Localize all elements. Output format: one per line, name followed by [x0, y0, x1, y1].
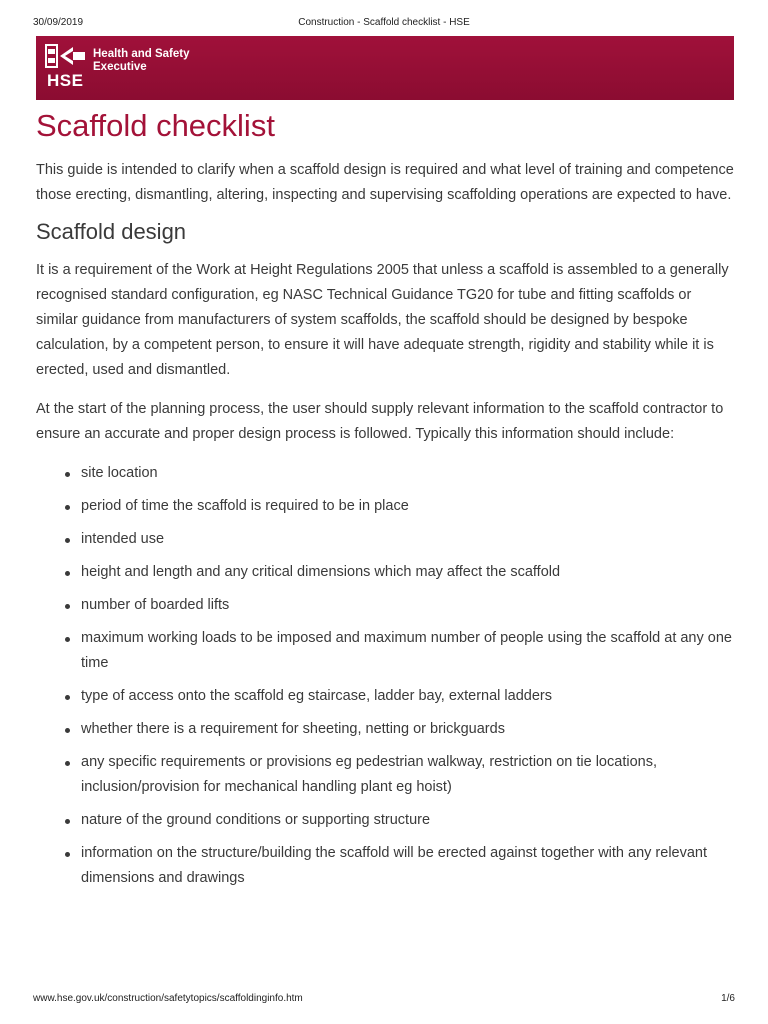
list-item: intended use	[36, 527, 736, 552]
site-banner	[36, 36, 734, 100]
page-title: Scaffold checklist	[36, 108, 275, 143]
list-item: period of time the scaffold is required to be in place	[36, 494, 736, 519]
page-url: www.hse.gov.uk/construction/safetytopics/scaffoldinginfo.htm	[33, 993, 303, 1004]
print-footer	[33, 993, 735, 1007]
hse-crest-icon	[45, 44, 89, 70]
page-number: 1/6	[721, 993, 735, 1004]
list-item: information on the structure/building the scaffold will be erected against together with any relevant dimensions and drawings	[36, 841, 736, 891]
organisation-name: Health and Safety Executive	[93, 48, 190, 73]
print-page-title: Construction - Scaffold checklist - HSE	[298, 17, 470, 28]
list-item: type of access onto the scaffold eg staircase, ladder bay, external ladders	[36, 684, 736, 709]
list-item: whether there is a requirement for sheeting, netting or brickguards	[36, 717, 736, 742]
list-item: height and length and any critical dimensions which may affect the scaffold	[36, 560, 736, 585]
planning-paragraph: At the start of the planning process, the user should supply relevant information to the scaffold contractor to ensure an accurate and proper design process is followed. Typically this information should include:	[36, 401, 724, 442]
design-information-list	[36, 461, 736, 891]
list-item: any specific requirements or provisions eg pedestrian walkway, restriction on tie locations, inclusion/provision for mechanical handling plant eg hoist)	[36, 750, 736, 800]
list-item: number of boarded lifts	[36, 593, 736, 618]
print-header	[33, 17, 735, 31]
hse-logo-text: HSE	[47, 71, 84, 90]
requirement-paragraph: It is a requirement of the Work at Height Regulations 2005 that unless a scaffold is assembled to a generally recognised standard configuration, eg NASC Technical Guidance TG20 for tube and fitting scaffolds or similar guidance from manufacturers of system scaffolds, the scaffold should be designed by bespoke calculation, by a competent person, to ensure it will have adequate strength, rigidity and stability while it is erected, used and dismantled.	[36, 262, 729, 378]
list-item: maximum working loads to be imposed and maximum number of people using the scaffold at any one time	[36, 626, 736, 676]
print-date: 30/09/2019	[33, 17, 84, 28]
hse-logo-link[interactable]	[45, 44, 89, 92]
main-content	[36, 158, 736, 899]
section-heading-scaffold-design: Scaffold design	[36, 219, 187, 244]
list-item: nature of the ground conditions or supporting structure	[36, 808, 736, 833]
list-item: site location	[36, 461, 736, 486]
intro-paragraph: This guide is intended to clarify when a scaffold design is required and what level of training and competence those erecting, dismantling, altering, inspecting and supervising scaffolding operations are expected to have.	[36, 162, 734, 203]
